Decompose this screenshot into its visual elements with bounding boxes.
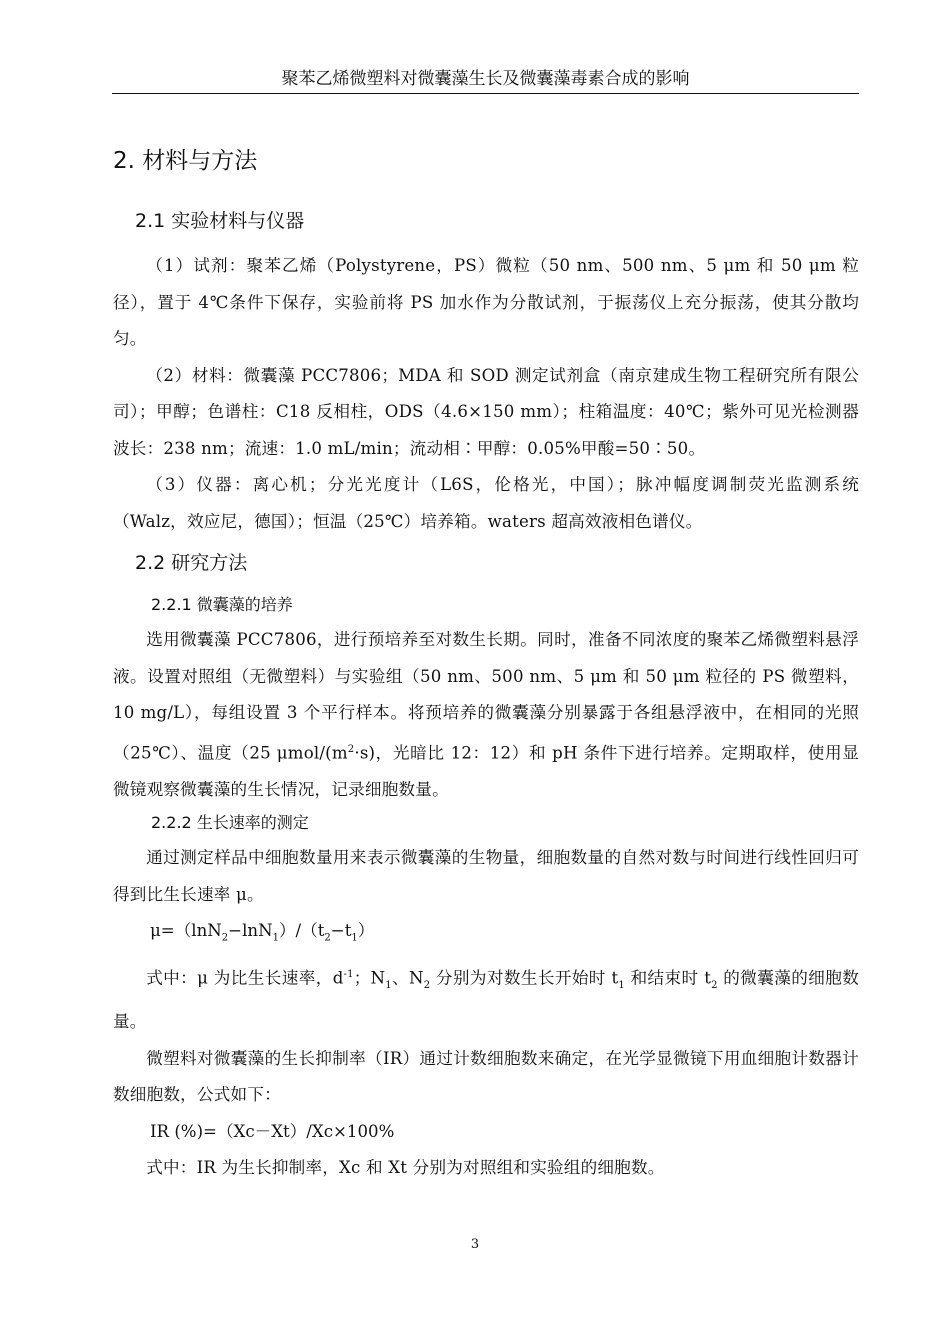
page-number: 3 [470, 1237, 480, 1252]
running-header: 聚苯乙烯微塑料对微囊藻生长及微囊藻毒素合成的影响 [112, 68, 859, 94]
paragraph-formula-explanation: 式中：μ 为比生长速率，$d^{-1}$；$N_1$、$N_2$ 分别为对数生长开始时 $t_1$ 和结束时 $t_2$ 的微囊藻的细胞数量。 [113, 968, 860, 1032]
subsubsection-title-2-2-2: 2.2.2 生长速率的测定 [151, 813, 309, 833]
formula-growth-rate: $\mu=(\ln N_2-\ln N_1)/(t_2-t_1)$ [150, 921, 375, 944]
subsubsection-title-2-2-1: 2.2.1 微囊藻的培养 [151, 595, 293, 614]
subsection-title-2-2: 2.2 研究方法 [135, 552, 248, 574]
paragraph-growth-rate: 通过测定样品中细胞数量用来表示微囊藻的生物量，细胞数量的自然对数与时间进行线性回归可得到比生长速率 μ。 [113, 848, 859, 904]
section-title: 2. 材料与方法 [113, 148, 258, 174]
formula-inhibition-rate: IR (%)=（Xc－Xt）/Xc×100% [150, 1121, 395, 1141]
paragraph-ir-explanation: 式中：IR 为生长抑制率，Xc 和 Xt 分别为对照组和实验组的细胞数。 [146, 1158, 665, 1178]
paragraph-inhibition-rate: 微塑料对微囊藻的生长抑制率（IR）通过计数细胞数来确定，在光学显微镜下用血细胞计数器计数细胞数，公式如下： [113, 1048, 859, 1105]
paragraph-reagents: （1）试剂：聚苯乙烯（Polystyrene，PS）微粒（50 nm、500 nm、5 μm 和 50 μm 粒径），置于 4℃条件下保存，实验前将 PS 加水作为分散试剂，于振荡仪上充分振荡，使其分散均匀。 [113, 256, 859, 348]
page-body [113, 144, 859, 1187]
paragraph-instruments: （3）仪器：离心机；分光光度计（L6S，伦格光，中国）；脉冲幅度调制荧光监测系统（Walz，效应尼，德国）；恒温（25℃）培养箱。waters 超高效液相色谱仪。 [113, 475, 859, 531]
paragraph-materials: （2）材料：微囊藻 PCC7806；MDA 和 SOD 测定试剂盒（南京建成生物工程研究所有限公司）；甲醇；色谱柱：C18 反相柱，ODS（4.6×150 mm）；柱箱温度：40℃；紫外可见光检测器波长：238 nm；流速：1.0 mL/min；流动相∶甲醇：0.05%甲酸=50∶50。 [113, 365, 859, 458]
paragraph-culture: 选用微囊藻 PCC7806，进行预培养至对数生长期。同时，准备不同浓度的聚苯乙烯微塑料悬浮液。设置对照组（无微塑料）与实验组（50 nm、500 nm、5 μm 和 50 μm 粒径的 PS 微塑料，10 mg/L），每组设置 3 个平行样本。将预培养的微囊藻分别暴露于各组悬浮液中，在相同的光照（25℃）、温度（25 μmol/$(m^2\cdot s)$，光暗比 12：12）和 pH 条件下进行培养。定期取样，使用显微镜观察微囊藻的生长情况，记录细胞数量。 [113, 630, 859, 799]
subsection-title-2-1: 2.1 实验材料与仪器 [135, 210, 305, 232]
